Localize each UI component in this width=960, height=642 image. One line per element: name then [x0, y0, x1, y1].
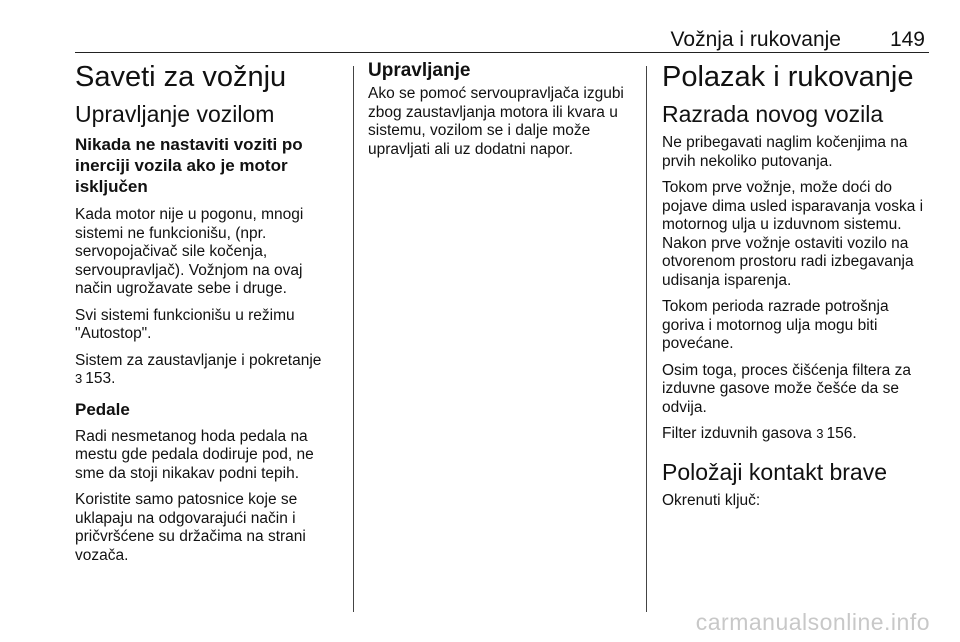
section-title: Vožnja i rukovanje	[670, 28, 841, 51]
page-reference-link[interactable]: 156.	[826, 425, 857, 442]
paragraph: Svi sistemi funkcionišu u režimu "Autostop".	[75, 306, 295, 342]
cross-reference-icon: 3	[816, 426, 824, 441]
warning-heading: Nikada ne nastaviti voziti po inerciji vozila ako je motor isključen	[75, 135, 303, 196]
paragraph: Koristite samo patosnice koje se uklapaju na odgovarajući način i pričvršćene su držačima na strani vozača.	[75, 491, 306, 564]
page-header	[75, 26, 929, 53]
chapter-title: Polazak i rukovanje	[662, 61, 914, 93]
column-divider	[353, 66, 354, 612]
paragraph	[75, 352, 337, 389]
column-1	[75, 60, 337, 573]
section-subtitle: Položaji kontakt brave	[662, 458, 888, 485]
paragraph: Kada motor nije u pogonu, mnogi sistemi ne funkcionišu, (npr. servopojačivač sile kočenja, servoupravljač). Vožnjom na ovaj način ugrožavate sebe i druge.	[75, 206, 304, 297]
paragraph: Tokom prve vožnje, može doći do pojave dima usled isparavanja voska i motornog ulja u izduvnom sistemu. Nakon prve vožnje ostaviti vozilo na otvorenom prostoru radi izbegavanja udisanja isparenja.	[662, 179, 924, 289]
paragraph: Ako se pomoć servoupravljača izgubi zbog zaustavljanja motora ili kvara u sistemu, vozilom se i dalje može upravljati ali uz dodatni napor.	[368, 85, 624, 158]
paragraph: Radi nesmetanog hoda pedala na mestu gde pedala dodiruje pod, ne sme da stoji nikakav podni tepih.	[75, 427, 314, 482]
paragraph: Osim toga, proces čišćenja filtera za izduvne gasove može češće da se odvija.	[662, 361, 911, 416]
paragraph-text: Filter izduvnih gasova	[662, 425, 812, 442]
paragraph: Tokom perioda razrade potrošnja goriva i motornog ulja mogu biti povećane.	[662, 298, 889, 352]
paragraph: Okrenuti ključ:	[662, 491, 761, 509]
chapter-title: Saveti za vožnju	[75, 61, 287, 93]
section-subtitle: Razrada novog vozila	[662, 101, 884, 127]
pedals-heading: Pedale	[75, 399, 130, 419]
paragraph: Ne pribegavati naglim kočenjima na prvih nekoliko putovanja.	[662, 134, 908, 170]
cross-reference-icon: 3	[75, 371, 83, 386]
page-reference-link[interactable]: 153.	[85, 370, 116, 387]
steering-heading: Upravljanje	[368, 60, 471, 81]
column-2	[368, 60, 632, 167]
column-3	[662, 60, 930, 518]
column-divider	[646, 66, 647, 612]
page-number: 149	[889, 28, 925, 51]
paragraph-text: Sistem za zaustavljanje i pokretanje	[75, 351, 322, 369]
paragraph	[662, 425, 930, 444]
section-subtitle: Upravljanje vozilom	[75, 101, 275, 127]
watermark: carmanualsonline.info	[695, 609, 930, 635]
